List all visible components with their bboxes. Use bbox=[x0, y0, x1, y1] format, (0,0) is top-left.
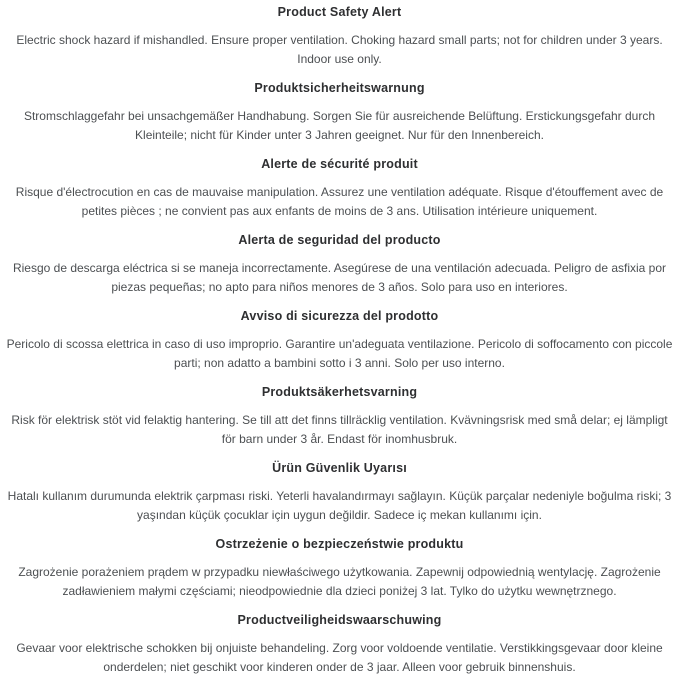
section-body-polish: Zagrożenie porażeniem prądem w przypadku niewłaściwego użytkowania. Zapewnij odpowiednią wentylację. Zagrożenie zadławieniem małymi częściami; nieodpowiednie dla dzieci poniżej 3 lat. Tylko do użytku wewnętrznego. bbox=[18, 565, 661, 598]
section-body-french: Risque d'électrocution en cas de mauvaise manipulation. Assurez une ventilation adéquate. Risque d'étouffement avec de petites pièces ; ne convient pas aux enfants de moins de 3 ans. Utilisation intérieure uniquement. bbox=[15, 185, 664, 218]
section-german bbox=[4, 79, 675, 145]
section-heading-german: Produktsicherheitswarnung bbox=[254, 81, 425, 95]
section-heading-dutch: Productveiligheidswaarschuwing bbox=[237, 613, 442, 627]
section-body-italian: Pericolo di scossa elettrica in caso di uso improprio. Garantire un'adeguata ventilazione. Pericolo di soffocamento con piccole parti; non adatto a bambini sotto i 3 anni. Solo per uso interno. bbox=[6, 337, 673, 370]
section-italian bbox=[4, 307, 675, 373]
section-body-spanish: Riesgo de descarga eléctrica si se maneja incorrectamente. Asegúrese de una ventilación adecuada. Peligro de asfixia por piezas pequeñas; no apto para niños menores de 3 años. Solo para uso en interiores. bbox=[12, 261, 667, 294]
section-heading-spanish: Alerta de seguridad del producto bbox=[238, 233, 441, 247]
section-polish bbox=[4, 535, 675, 601]
section-body-german: Stromschlaggefahr bei unsachgemäßer Handhabung. Sorgen Sie für ausreichende Belüftung. Erstickungsgefahr durch Kleinteile; nicht für Kinder unter 3 Jahren geeignet. Nur für den Innenbereich. bbox=[23, 109, 656, 142]
section-turkish bbox=[4, 459, 675, 525]
section-heading-turkish: Ürün Güvenlik Uyarısı bbox=[272, 461, 407, 475]
section-french bbox=[4, 155, 675, 221]
section-body-dutch: Gevaar voor elektrische schokken bij onjuiste behandeling. Zorg voor voldoende ventilatie. Verstikkingsgevaar door kleine onderdelen; niet geschikt voor kinderen onder de 3 jaar. Alleen voor gebruik binnenshuis. bbox=[16, 641, 663, 674]
section-heading-italian: Avviso di sicurezza del prodotto bbox=[240, 309, 439, 323]
section-body-turkish: Hatalı kullanım durumunda elektrik çarpması riski. Yeterli havalandırmayı sağlayın. Küçük parçalar nedeniyle boğulma riski; 3 yaşından küçük çocuklar için uygun değildir. Sadece iç mekan kullanımı için. bbox=[7, 489, 672, 522]
section-heading-polish: Ostrzeżenie o bezpieczeństwie produktu bbox=[215, 537, 464, 551]
section-body-english: Electric shock hazard if mishandled. Ensure proper ventilation. Choking hazard small parts; not for children under 3 years. Indoor use only. bbox=[16, 33, 663, 66]
section-heading-french: Alerte de sécurité produit bbox=[261, 157, 418, 171]
section-heading-english: Product Safety Alert bbox=[277, 5, 402, 19]
section-spanish bbox=[4, 231, 675, 297]
section-body-swedish: Risk för elektrisk stöt vid felaktig hantering. Se till att det finns tillräcklig ventilation. Kvävningsrisk med små delar; ej lämpligt för barn under 3 år. Endast för inomhusbruk. bbox=[11, 413, 668, 446]
section-heading-swedish: Produktsäkerhetsvarning bbox=[261, 385, 418, 399]
section-swedish bbox=[4, 383, 675, 449]
section-english bbox=[4, 3, 675, 69]
section-dutch bbox=[4, 611, 675, 677]
